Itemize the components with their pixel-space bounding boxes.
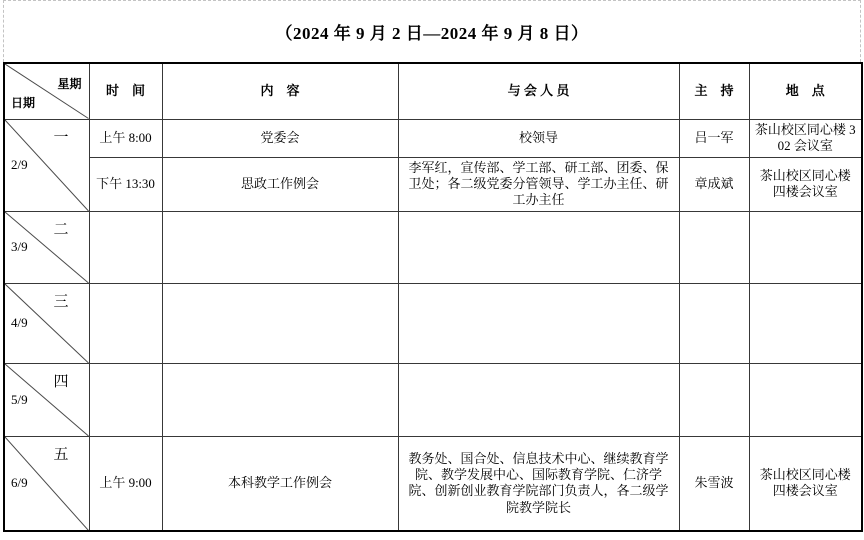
- content-cell: [162, 211, 398, 283]
- table-row: [4, 363, 862, 436]
- time-cell: [89, 283, 162, 363]
- day-cell-wednesday: [4, 283, 89, 363]
- content-cell: [162, 363, 398, 436]
- attendees-cell: 李军红，宣传部、学工部、研工部、团委、保卫处；各二级党委分管领导、学工办主任、研工办主任: [398, 157, 679, 211]
- date-label: 5/9: [11, 391, 28, 407]
- attendees-cell: 教务处、国合处、信息技术中心、继续教育学院、教学发展中心、国际教育学院、仁济学院、创新创业教育学院部门负责人，各二级学院教学院长: [398, 436, 679, 531]
- header-location: 地 点: [749, 63, 862, 119]
- time-cell: 上午 9:00: [89, 436, 162, 531]
- location-cell: [749, 211, 862, 283]
- time-cell: [89, 363, 162, 436]
- host-cell: [679, 211, 749, 283]
- table-row: [4, 119, 862, 157]
- date-label: 4/9: [11, 314, 28, 330]
- location-cell: [749, 283, 862, 363]
- corner-date-label: 日期: [11, 95, 36, 110]
- header-content: 内 容: [162, 63, 398, 119]
- corner-header-cell: [4, 63, 89, 119]
- content-cell: 本科教学工作例会: [162, 436, 398, 531]
- attendees-cell: [398, 283, 679, 363]
- attendees-cell: [398, 363, 679, 436]
- schedule-title: （2024 年 9 月 2 日—2024 年 9 月 8 日）: [3, 0, 861, 62]
- schedule-table: [3, 62, 863, 532]
- weekday-label: 一: [53, 129, 69, 146]
- date-label: 2/9: [11, 156, 28, 172]
- content-cell: [162, 283, 398, 363]
- table-row: [4, 436, 862, 531]
- corner-weekday-label: 星期: [57, 77, 82, 91]
- attendees-cell: [398, 211, 679, 283]
- weekday-label: 四: [53, 373, 69, 390]
- time-cell: [89, 211, 162, 283]
- weekday-label: 五: [53, 446, 69, 463]
- content-cell: 党委会: [162, 119, 398, 157]
- table-row: [4, 211, 862, 283]
- host-cell: [679, 363, 749, 436]
- time-cell: 下午 13:30: [89, 157, 162, 211]
- day-cell-thursday: [4, 363, 89, 436]
- header-row: [4, 63, 862, 119]
- table-row: [4, 283, 862, 363]
- host-cell: 章成斌: [679, 157, 749, 211]
- day-cell-monday: [4, 119, 89, 211]
- host-cell: 吕一军: [679, 119, 749, 157]
- location-cell: 茶山校区同心楼四楼会议室: [749, 157, 862, 211]
- header-host: 主 持: [679, 63, 749, 119]
- host-cell: [679, 283, 749, 363]
- table-row: [4, 157, 862, 211]
- day-cell-friday: [4, 436, 89, 531]
- location-cell: 茶山校区同心楼 302 会议室: [749, 119, 862, 157]
- header-attendees: 与 会 人 员: [398, 63, 679, 119]
- location-cell: 茶山校区同心楼四楼会议室: [749, 436, 862, 531]
- time-cell: 上午 8:00: [89, 119, 162, 157]
- host-cell: 朱雪波: [679, 436, 749, 531]
- weekday-label: 三: [53, 293, 69, 310]
- header-time: 时 间: [89, 63, 162, 119]
- location-cell: [749, 363, 862, 436]
- content-cell: 思政工作例会: [162, 157, 398, 211]
- weekday-label: 二: [53, 221, 69, 238]
- day-cell-tuesday: [4, 211, 89, 283]
- date-label: 3/9: [11, 238, 28, 254]
- attendees-cell: 校领导: [398, 119, 679, 157]
- date-label: 6/9: [11, 475, 28, 491]
